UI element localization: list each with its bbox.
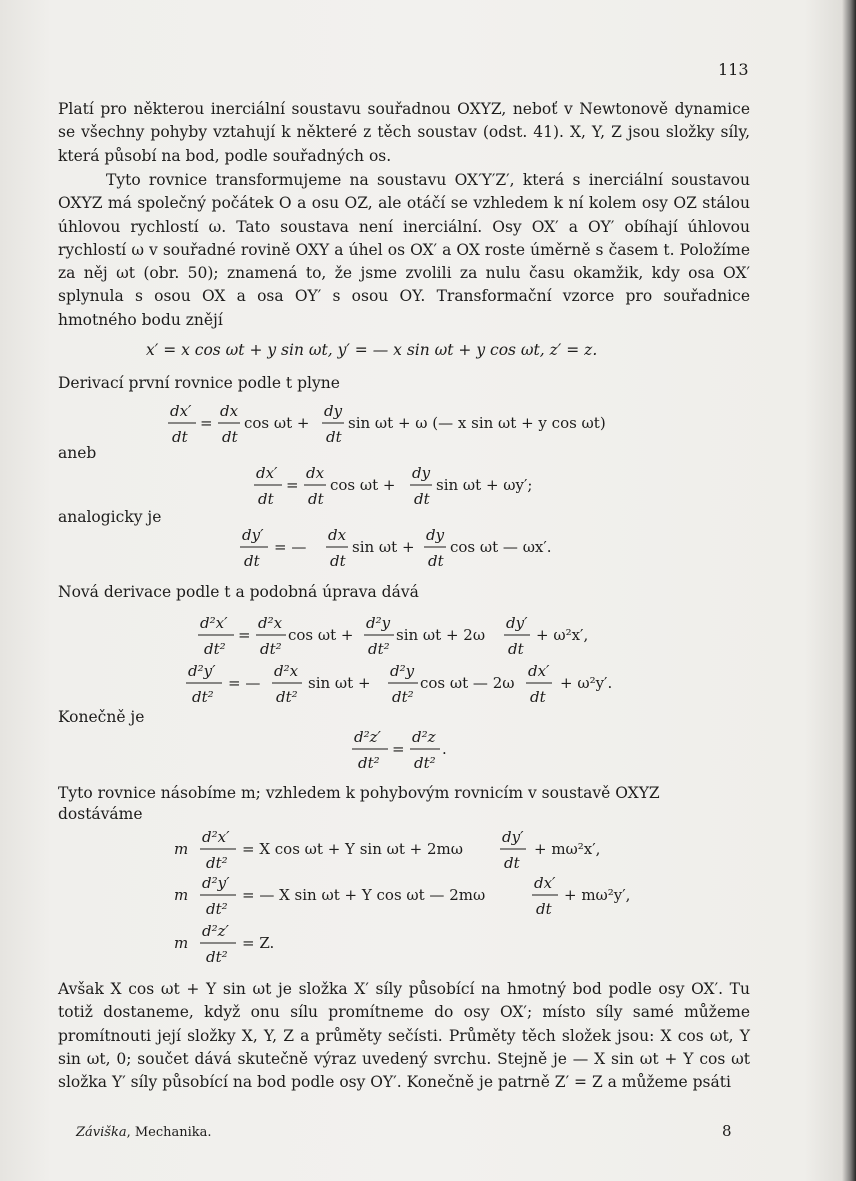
svg-text:dt²: dt² [392, 688, 414, 706]
paragraph-1: Platí pro některou inerciální soustavu souřadnou OXYZ, neboť v Newtonově dynamice se všechny pohyby vztahují k některé z těch soustav (odst. 41). X, Y, Z jsou složky síly, která působí na bod, podle souřadných os. [58, 100, 750, 165]
svg-text:d²z′: d²z′ [202, 922, 229, 940]
svg-text:dy′: dy′ [242, 526, 264, 544]
svg-text:dt: dt [508, 640, 524, 658]
svg-text:dx′: dx′ [256, 464, 278, 482]
equation-1 [150, 400, 670, 450]
svg-text:dx: dx [306, 464, 325, 482]
equation-9 [172, 920, 332, 970]
equation-9-part: = Z. [242, 934, 275, 952]
svg-text:dx′: dx′ [534, 874, 556, 892]
svg-text:dt²: dt² [192, 688, 214, 706]
equation-2 [250, 462, 590, 512]
equation-4-part: + ω²x′, [536, 626, 589, 644]
equation-7-part: + mω²x′, [534, 840, 601, 858]
svg-text:= —: = — [274, 538, 307, 556]
svg-text:dx: dx [220, 402, 239, 420]
svg-text:m: m [174, 886, 189, 904]
svg-text:= — X sin ωt + Y cos ωt — 2mω: = — X sin ωt + Y cos ωt — 2mω [242, 886, 486, 904]
svg-text:d²x: d²x [274, 662, 299, 680]
svg-text:dx′: dx′ [170, 402, 192, 420]
svg-text:dt²: dt² [206, 854, 228, 872]
svg-text:d²x′: d²x′ [200, 614, 228, 632]
svg-text:dt: dt [308, 490, 324, 508]
svg-text:d²y′: d²y′ [188, 662, 216, 680]
svg-text:d²x′: d²x′ [202, 828, 230, 846]
svg-text:dy′: dy′ [502, 828, 524, 846]
text-dostavame: dostáváme [58, 805, 143, 823]
svg-text:=: = [286, 476, 299, 494]
svg-text:dt: dt [536, 900, 552, 918]
svg-text:=: = [238, 626, 251, 644]
svg-text:dt: dt [504, 854, 520, 872]
equation-1-part-b: sin ωt + ω (— x sin ωt + y cos ωt) [348, 414, 606, 432]
equation-7 [172, 826, 632, 876]
equation-3-part: cos ωt — ωx′. [450, 538, 552, 556]
svg-text:dt: dt [530, 688, 546, 706]
sheet-number: 8 [722, 1122, 732, 1140]
svg-text:dx′: dx′ [528, 662, 550, 680]
svg-text:dt: dt [172, 428, 188, 446]
svg-text:dx: dx [328, 526, 347, 544]
text-aneb: aneb [58, 444, 97, 462]
svg-text:dt: dt [330, 552, 346, 570]
svg-text:sin ωt + 2ω: sin ωt + 2ω [396, 626, 486, 644]
svg-text:dt: dt [414, 490, 430, 508]
svg-text:dt²: dt² [414, 754, 436, 772]
equation-1-part-a: cos ωt + [244, 414, 310, 432]
paragraph-2: Tyto rovnice transformujeme na soustavu OX′Y′Z′, která s inerciální soustavou OXYZ má společný počátek O a osu OZ, ale otáčí se vzhledem k ní kolem osy OZ stálou úhlovou rychlostí ω. Tato soustava není inerciální. Osy OX′ a OY′ obíhají úhlovou rychlostí ω v souřadné rovině OXY a úhel os OX′ a OX roste úměrně s časem t. Položíme za něj ωt (obr. 50); znamená to, že jsme zvolili za nulu času okamžik, kdy osa OX′ splynula s osou OX a osa OY′ s osou OY. Transformační vzorce pro souřadnice hmotného bodu znějí [58, 171, 750, 329]
svg-text:cos ωt +: cos ωt + [288, 626, 354, 644]
equation-5 [184, 660, 634, 710]
svg-text:= X cos ωt + Y sin ωt + 2mω: = X cos ωt + Y sin ωt + 2mω [242, 840, 464, 858]
svg-text:dt²: dt² [368, 640, 390, 658]
svg-text:dt²: dt² [206, 948, 228, 966]
svg-text:dt²: dt² [276, 688, 298, 706]
svg-text:dt: dt [244, 552, 260, 570]
page-number: 113 [718, 60, 749, 79]
svg-text:sin ωt +: sin ωt + [352, 538, 415, 556]
svg-text:=: = [200, 414, 213, 432]
svg-text:dt²: dt² [206, 900, 228, 918]
footer-author: Záviška [76, 1125, 127, 1140]
svg-text:.: . [442, 740, 447, 758]
svg-text:dy: dy [426, 526, 445, 544]
svg-text:dt: dt [222, 428, 238, 446]
svg-text:d²y′: d²y′ [202, 874, 230, 892]
svg-text:m: m [174, 840, 189, 858]
text-tyto-rovnice: Tyto rovnice násobíme m; vzhledem k pohybovým rovnicím v soustavě OXYZ [58, 784, 660, 802]
equation-4 [196, 612, 626, 662]
equation-2-part: sin ωt + ωy′; [436, 476, 533, 494]
svg-text:dy: dy [324, 402, 343, 420]
equation-8-part: + mω²y′, [564, 886, 631, 904]
footer-title: , Mechanika. [126, 1125, 212, 1140]
svg-text:d²x: d²x [258, 614, 283, 632]
equation-5-part: + ω²y′. [560, 674, 613, 692]
text-analogicky: analogicky je [58, 508, 162, 526]
svg-text:=: = [392, 740, 405, 758]
svg-text:= —: = — [228, 674, 261, 692]
svg-text:dt: dt [326, 428, 342, 446]
footer-reference [76, 1125, 212, 1140]
svg-text:dt: dt [258, 490, 274, 508]
svg-text:dt²: dt² [260, 640, 282, 658]
text-nova-derivace: Nová derivace podle t a podobná úprava dává [58, 583, 419, 601]
text-derivace: Derivací první rovnice podle t plyne [58, 374, 340, 392]
svg-text:dt²: dt² [204, 640, 226, 658]
equation-8 [172, 872, 652, 922]
svg-text:d²y: d²y [366, 614, 391, 632]
svg-text:dt: dt [428, 552, 444, 570]
svg-text:cos ωt +: cos ωt + [330, 476, 396, 494]
text-konecne: Konečně je [58, 708, 145, 726]
svg-text:cos ωt — 2ω: cos ωt — 2ω [420, 674, 515, 692]
paragraph-3: Avšak X cos ωt + Y sin ωt je složka X′ síly působící na hmotný bod podle osy OX′. Tu totiž dostaneme, když onu sílu promítneme do osy OX′; místo síly samé můžeme promítnouti její složky X, Y, Z a průměty sečísti. Průměty těch složek jsou: X cos ωt, Y sin ωt, 0; součet dává skutečně výraz uvedený svrchu. Stejně je — X sin ωt + Y cos ωt složka Y′ síly působící na bod podle osy OY′. Konečně je patrně Z′ = Z a můžeme psáti [58, 980, 750, 1092]
svg-text:sin ωt +: sin ωt + [308, 674, 371, 692]
svg-text:d²z′: d²z′ [354, 728, 381, 746]
svg-text:d²z: d²z [412, 728, 436, 746]
equation-6 [350, 726, 470, 776]
svg-text:m: m [174, 934, 189, 952]
page-edge-shadow [842, 0, 856, 1181]
svg-text:d²y: d²y [390, 662, 415, 680]
svg-text:dt²: dt² [358, 754, 380, 772]
svg-text:dy′: dy′ [506, 614, 528, 632]
equation-3 [236, 524, 596, 574]
svg-text:dy: dy [412, 464, 431, 482]
transformation-equation: x′ = x cos ωt + y sin ωt, y′ = — x sin ωt + y cos ωt, z′ = z. [146, 341, 598, 359]
